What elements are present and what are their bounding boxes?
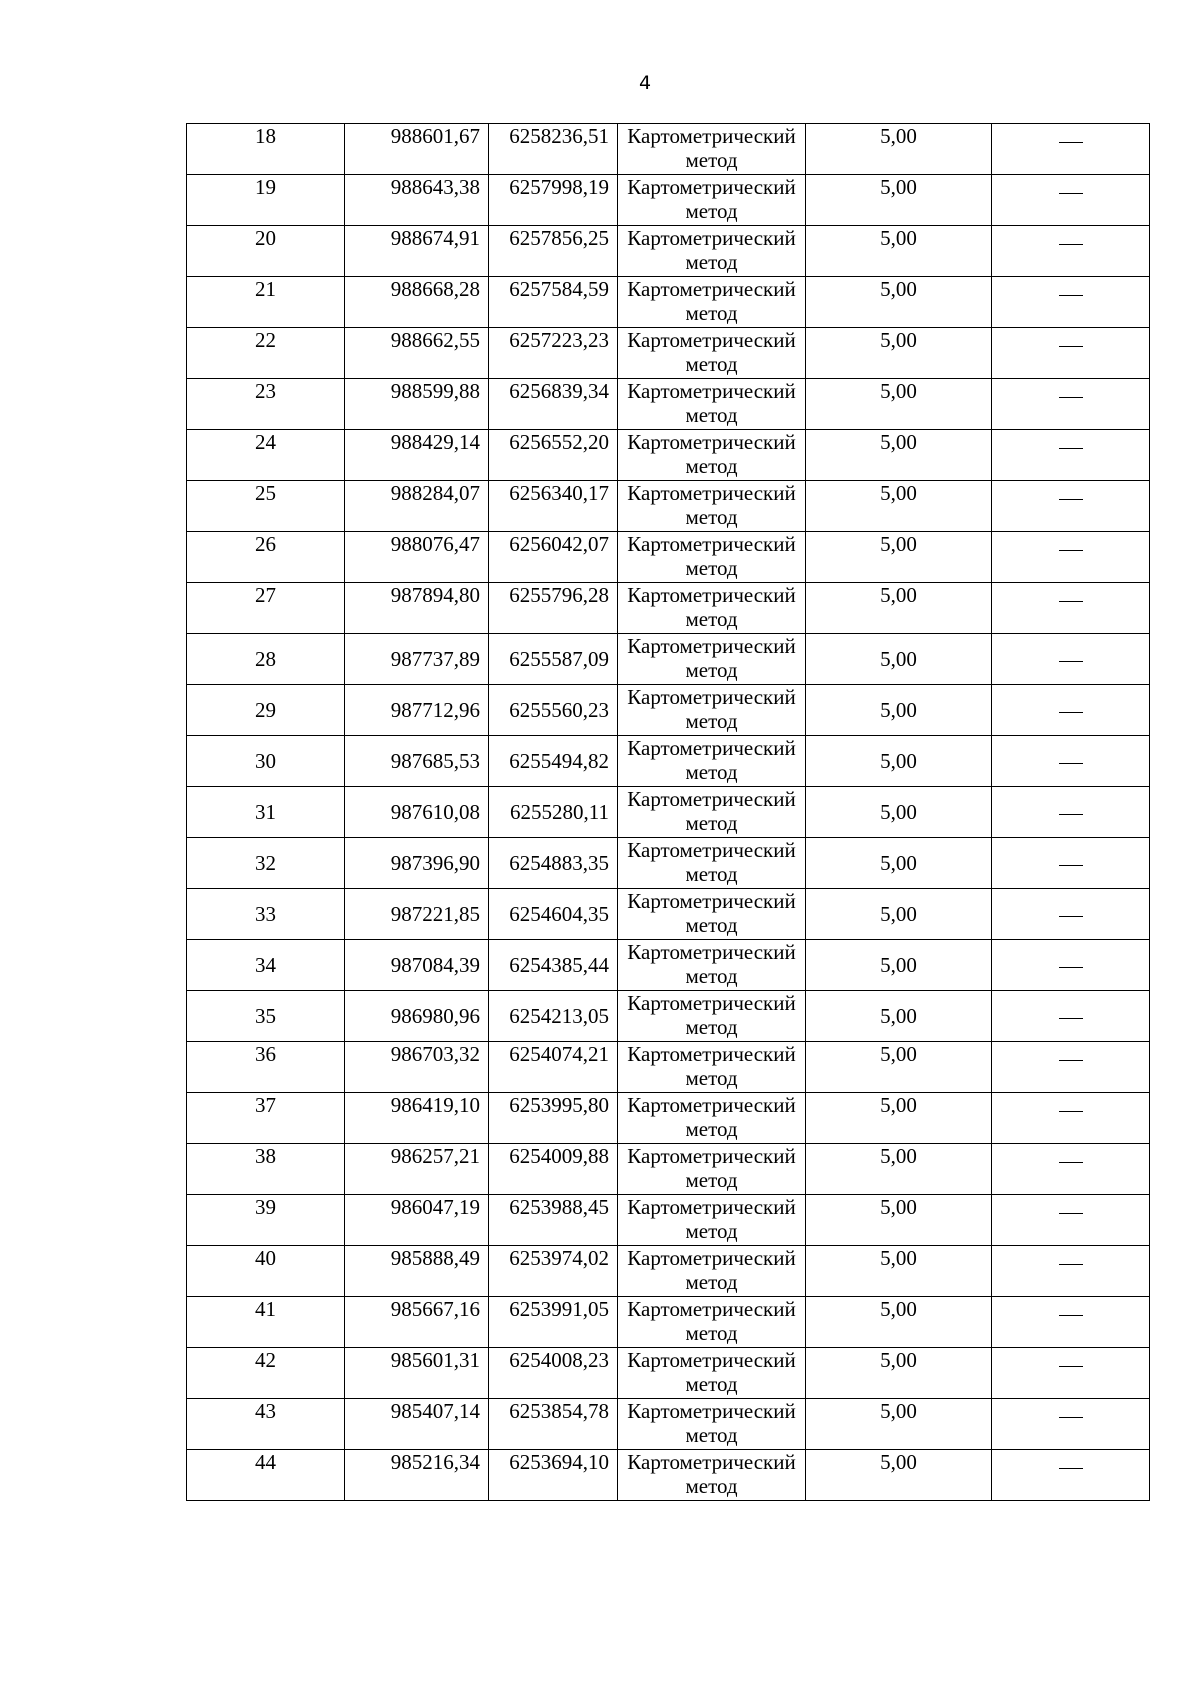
- point-number-cell: 30: [187, 736, 345, 787]
- point-number-cell: 29: [187, 685, 345, 736]
- precision-cell: 5,00: [806, 1093, 992, 1144]
- point-number-cell: 23: [187, 379, 345, 430]
- x-coordinate-cell: 987084,39: [345, 940, 489, 991]
- method-cell: [618, 430, 806, 481]
- method-line-2: метод: [685, 1219, 738, 1243]
- method-line-1: Картометрический: [627, 583, 796, 607]
- table-row: [187, 1246, 1150, 1297]
- precision-cell: 5,00: [806, 532, 992, 583]
- y-coordinate-cell: 6254074,21: [489, 1042, 618, 1093]
- precision-cell: 5,00: [806, 1246, 992, 1297]
- dash-mark: [1059, 1213, 1083, 1214]
- point-number-cell: 41: [187, 1297, 345, 1348]
- table-row: [187, 277, 1150, 328]
- method-line-2: метод: [685, 1474, 738, 1498]
- point-number-cell: 44: [187, 1450, 345, 1501]
- point-number-cell: 42: [187, 1348, 345, 1399]
- method-line-2: метод: [685, 760, 738, 784]
- description-cell: [992, 1246, 1150, 1297]
- method-line-1: Картометрический: [627, 1042, 796, 1066]
- precision-cell: 5,00: [806, 787, 992, 838]
- dash-mark: [1059, 916, 1083, 917]
- y-coordinate-cell: 6255494,82: [489, 736, 618, 787]
- point-number-cell: 39: [187, 1195, 345, 1246]
- point-number-cell: 33: [187, 889, 345, 940]
- method-line-1: Картометрический: [627, 175, 796, 199]
- y-coordinate-cell: 6256042,07: [489, 532, 618, 583]
- x-coordinate-cell: 987221,85: [345, 889, 489, 940]
- precision-cell: 5,00: [806, 430, 992, 481]
- precision-cell: 5,00: [806, 1399, 992, 1450]
- method-line-2: метод: [685, 913, 738, 937]
- dash-mark: [1059, 397, 1083, 398]
- y-coordinate-cell: 6254385,44: [489, 940, 618, 991]
- method-cell: [618, 1042, 806, 1093]
- y-coordinate-cell: 6254213,05: [489, 991, 618, 1042]
- x-coordinate-cell: 987737,89: [345, 634, 489, 685]
- y-coordinate-cell: 6256839,34: [489, 379, 618, 430]
- method-cell: [618, 787, 806, 838]
- method-cell: [618, 1246, 806, 1297]
- dash-mark: [1059, 1468, 1083, 1469]
- table-row: [187, 787, 1150, 838]
- y-coordinate-cell: 6253988,45: [489, 1195, 618, 1246]
- precision-cell: 5,00: [806, 328, 992, 379]
- table-row: [187, 1348, 1150, 1399]
- precision-cell: 5,00: [806, 1144, 992, 1195]
- x-coordinate-cell: 988284,07: [345, 481, 489, 532]
- x-coordinate-cell: 986419,10: [345, 1093, 489, 1144]
- method-line-2: метод: [685, 148, 738, 172]
- dash-mark: [1059, 763, 1083, 764]
- dash-mark: [1059, 499, 1083, 500]
- description-cell: [992, 532, 1150, 583]
- method-line-1: Картометрический: [627, 1348, 796, 1372]
- method-cell: [618, 736, 806, 787]
- method-cell: [618, 1399, 806, 1450]
- description-cell: [992, 889, 1150, 940]
- table-row: [187, 889, 1150, 940]
- method-line-2: метод: [685, 1270, 738, 1294]
- precision-cell: 5,00: [806, 481, 992, 532]
- method-cell: [618, 1297, 806, 1348]
- method-line-1: Картометрический: [627, 838, 796, 862]
- y-coordinate-cell: 6253995,80: [489, 1093, 618, 1144]
- y-coordinate-cell: 6257223,23: [489, 328, 618, 379]
- method-cell: [618, 1093, 806, 1144]
- x-coordinate-cell: 987894,80: [345, 583, 489, 634]
- description-cell: [992, 1144, 1150, 1195]
- method-line-2: метод: [685, 352, 738, 376]
- dash-mark: [1059, 712, 1083, 713]
- y-coordinate-cell: 6257584,59: [489, 277, 618, 328]
- dash-mark: [1059, 1111, 1083, 1112]
- x-coordinate-cell: 987610,08: [345, 787, 489, 838]
- table-row: [187, 1297, 1150, 1348]
- x-coordinate-cell: 985888,49: [345, 1246, 489, 1297]
- point-number-cell: 22: [187, 328, 345, 379]
- dash-mark: [1059, 346, 1083, 347]
- method-line-2: метод: [685, 250, 738, 274]
- method-line-2: метод: [685, 862, 738, 886]
- point-number-cell: 34: [187, 940, 345, 991]
- method-line-1: Картометрический: [627, 991, 796, 1015]
- description-cell: [992, 1297, 1150, 1348]
- point-number-cell: 32: [187, 838, 345, 889]
- dash-mark: [1059, 661, 1083, 662]
- method-cell: [618, 481, 806, 532]
- precision-cell: 5,00: [806, 634, 992, 685]
- x-coordinate-cell: 985601,31: [345, 1348, 489, 1399]
- method-line-2: метод: [685, 1423, 738, 1447]
- dash-mark: [1059, 1264, 1083, 1265]
- method-line-1: Картометрический: [627, 277, 796, 301]
- precision-cell: 5,00: [806, 277, 992, 328]
- point-number-cell: 38: [187, 1144, 345, 1195]
- method-line-2: метод: [685, 1321, 738, 1345]
- precision-cell: 5,00: [806, 991, 992, 1042]
- method-line-1: Картометрический: [627, 1399, 796, 1423]
- point-number-cell: 40: [187, 1246, 345, 1297]
- dash-mark: [1059, 1366, 1083, 1367]
- description-cell: [992, 1399, 1150, 1450]
- method-cell: [618, 991, 806, 1042]
- method-line-1: Картометрический: [627, 1195, 796, 1219]
- method-line-1: Картометрический: [627, 1450, 796, 1474]
- method-line-2: метод: [685, 556, 738, 580]
- precision-cell: 5,00: [806, 1348, 992, 1399]
- point-number-cell: 24: [187, 430, 345, 481]
- precision-cell: 5,00: [806, 940, 992, 991]
- y-coordinate-cell: 6256552,20: [489, 430, 618, 481]
- method-cell: [618, 175, 806, 226]
- dash-mark: [1059, 865, 1083, 866]
- table-row: [187, 991, 1150, 1042]
- description-cell: [992, 328, 1150, 379]
- method-line-2: метод: [685, 1066, 738, 1090]
- precision-cell: 5,00: [806, 1297, 992, 1348]
- x-coordinate-cell: 988668,28: [345, 277, 489, 328]
- precision-cell: 5,00: [806, 838, 992, 889]
- y-coordinate-cell: 6253854,78: [489, 1399, 618, 1450]
- x-coordinate-cell: 986047,19: [345, 1195, 489, 1246]
- method-cell: [618, 940, 806, 991]
- y-coordinate-cell: 6253991,05: [489, 1297, 618, 1348]
- method-line-1: Картометрический: [627, 532, 796, 556]
- table-row: [187, 481, 1150, 532]
- precision-cell: 5,00: [806, 175, 992, 226]
- point-number-cell: 25: [187, 481, 345, 532]
- description-cell: [992, 124, 1150, 175]
- dash-mark: [1059, 1315, 1083, 1316]
- point-number-cell: 27: [187, 583, 345, 634]
- x-coordinate-cell: 988662,55: [345, 328, 489, 379]
- description-cell: [992, 991, 1150, 1042]
- x-coordinate-cell: 987712,96: [345, 685, 489, 736]
- x-coordinate-cell: 986257,21: [345, 1144, 489, 1195]
- method-line-2: метод: [685, 1372, 738, 1396]
- method-line-1: Картометрический: [627, 1246, 796, 1270]
- method-line-2: метод: [685, 1015, 738, 1039]
- method-line-2: метод: [685, 1168, 738, 1192]
- dash-mark: [1059, 448, 1083, 449]
- table-row: [187, 532, 1150, 583]
- precision-cell: 5,00: [806, 889, 992, 940]
- method-line-2: метод: [685, 658, 738, 682]
- coordinates-table-body: [187, 124, 1150, 1501]
- y-coordinate-cell: 6254604,35: [489, 889, 618, 940]
- method-line-1: Картометрический: [627, 328, 796, 352]
- precision-cell: 5,00: [806, 124, 992, 175]
- description-cell: [992, 277, 1150, 328]
- description-cell: [992, 1042, 1150, 1093]
- precision-cell: 5,00: [806, 1450, 992, 1501]
- description-cell: [992, 583, 1150, 634]
- method-cell: [618, 328, 806, 379]
- method-cell: [618, 1450, 806, 1501]
- description-cell: [992, 1093, 1150, 1144]
- point-number-cell: 31: [187, 787, 345, 838]
- method-line-2: метод: [685, 403, 738, 427]
- table-row: [187, 1042, 1150, 1093]
- description-cell: [992, 838, 1150, 889]
- y-coordinate-cell: 6255587,09: [489, 634, 618, 685]
- description-cell: [992, 634, 1150, 685]
- precision-cell: 5,00: [806, 583, 992, 634]
- x-coordinate-cell: 985407,14: [345, 1399, 489, 1450]
- method-line-2: метод: [685, 964, 738, 988]
- method-cell: [618, 532, 806, 583]
- point-number-cell: 19: [187, 175, 345, 226]
- page-number: 4: [638, 72, 652, 94]
- y-coordinate-cell: 6255280,11: [489, 787, 618, 838]
- method-cell: [618, 838, 806, 889]
- description-cell: [992, 481, 1150, 532]
- point-number-cell: 35: [187, 991, 345, 1042]
- x-coordinate-cell: 985667,16: [345, 1297, 489, 1348]
- y-coordinate-cell: 6254008,23: [489, 1348, 618, 1399]
- dash-mark: [1059, 1060, 1083, 1061]
- y-coordinate-cell: 6254009,88: [489, 1144, 618, 1195]
- method-cell: [618, 685, 806, 736]
- method-cell: [618, 1195, 806, 1246]
- description-cell: [992, 736, 1150, 787]
- y-coordinate-cell: 6254883,35: [489, 838, 618, 889]
- table-row: [187, 685, 1150, 736]
- x-coordinate-cell: 986703,32: [345, 1042, 489, 1093]
- description-cell: [992, 1195, 1150, 1246]
- method-line-1: Картометрический: [627, 1297, 796, 1321]
- point-number-cell: 21: [187, 277, 345, 328]
- method-line-1: Картометрический: [627, 124, 796, 148]
- table-row: [187, 379, 1150, 430]
- dash-mark: [1059, 967, 1083, 968]
- table-row: [187, 124, 1150, 175]
- dash-mark: [1059, 295, 1083, 296]
- point-number-cell: 36: [187, 1042, 345, 1093]
- description-cell: [992, 787, 1150, 838]
- dash-mark: [1059, 1162, 1083, 1163]
- method-line-2: метод: [685, 199, 738, 223]
- table-row: [187, 583, 1150, 634]
- method-line-2: метод: [685, 811, 738, 835]
- method-cell: [618, 889, 806, 940]
- table-row: [187, 1144, 1150, 1195]
- precision-cell: 5,00: [806, 1195, 992, 1246]
- table-row: [187, 1399, 1150, 1450]
- description-cell: [992, 685, 1150, 736]
- method-cell: [618, 583, 806, 634]
- precision-cell: 5,00: [806, 379, 992, 430]
- method-line-2: метод: [685, 301, 738, 325]
- table-row: [187, 328, 1150, 379]
- method-cell: [618, 124, 806, 175]
- x-coordinate-cell: 988643,38: [345, 175, 489, 226]
- dash-mark: [1059, 550, 1083, 551]
- y-coordinate-cell: 6255796,28: [489, 583, 618, 634]
- precision-cell: 5,00: [806, 736, 992, 787]
- method-line-2: метод: [685, 505, 738, 529]
- y-coordinate-cell: 6253694,10: [489, 1450, 618, 1501]
- table-row: [187, 175, 1150, 226]
- point-number-cell: 28: [187, 634, 345, 685]
- x-coordinate-cell: 986980,96: [345, 991, 489, 1042]
- precision-cell: 5,00: [806, 226, 992, 277]
- method-line-1: Картометрический: [627, 1093, 796, 1117]
- point-number-cell: 18: [187, 124, 345, 175]
- method-line-1: Картометрический: [627, 634, 796, 658]
- table-row: [187, 1195, 1150, 1246]
- dash-mark: [1059, 1018, 1083, 1019]
- description-cell: [992, 226, 1150, 277]
- x-coordinate-cell: 988601,67: [345, 124, 489, 175]
- y-coordinate-cell: 6255560,23: [489, 685, 618, 736]
- dash-mark: [1059, 814, 1083, 815]
- description-cell: [992, 1450, 1150, 1501]
- method-line-2: метод: [685, 709, 738, 733]
- y-coordinate-cell: 6258236,51: [489, 124, 618, 175]
- dash-mark: [1059, 193, 1083, 194]
- x-coordinate-cell: 987396,90: [345, 838, 489, 889]
- method-line-1: Картометрический: [627, 685, 796, 709]
- method-line-1: Картометрический: [627, 430, 796, 454]
- x-coordinate-cell: 987685,53: [345, 736, 489, 787]
- method-line-1: Картометрический: [627, 736, 796, 760]
- method-line-1: Картометрический: [627, 481, 796, 505]
- x-coordinate-cell: 988599,88: [345, 379, 489, 430]
- x-coordinate-cell: 988674,91: [345, 226, 489, 277]
- description-cell: [992, 1348, 1150, 1399]
- y-coordinate-cell: 6256340,17: [489, 481, 618, 532]
- y-coordinate-cell: 6257856,25: [489, 226, 618, 277]
- description-cell: [992, 175, 1150, 226]
- x-coordinate-cell: 988429,14: [345, 430, 489, 481]
- method-line-1: Картометрический: [627, 226, 796, 250]
- table-row: [187, 1450, 1150, 1501]
- y-coordinate-cell: 6253974,02: [489, 1246, 618, 1297]
- method-line-2: метод: [685, 1117, 738, 1141]
- precision-cell: 5,00: [806, 1042, 992, 1093]
- description-cell: [992, 379, 1150, 430]
- x-coordinate-cell: 985216,34: [345, 1450, 489, 1501]
- method-line-2: метод: [685, 607, 738, 631]
- method-cell: [618, 226, 806, 277]
- y-coordinate-cell: 6257998,19: [489, 175, 618, 226]
- method-cell: [618, 1144, 806, 1195]
- precision-cell: 5,00: [806, 685, 992, 736]
- method-line-1: Картометрический: [627, 379, 796, 403]
- method-line-1: Картометрический: [627, 940, 796, 964]
- method-cell: [618, 379, 806, 430]
- table-row: [187, 940, 1150, 991]
- table-row: [187, 1093, 1150, 1144]
- point-number-cell: 43: [187, 1399, 345, 1450]
- method-line-1: Картометрический: [627, 787, 796, 811]
- point-number-cell: 20: [187, 226, 345, 277]
- point-number-cell: 37: [187, 1093, 345, 1144]
- point-number-cell: 26: [187, 532, 345, 583]
- table-row: [187, 634, 1150, 685]
- dash-mark: [1059, 244, 1083, 245]
- dash-mark: [1059, 1417, 1083, 1418]
- table-row: [187, 838, 1150, 889]
- coordinates-table: [186, 123, 1150, 1501]
- dash-mark: [1059, 601, 1083, 602]
- description-cell: [992, 430, 1150, 481]
- method-cell: [618, 277, 806, 328]
- dash-mark: [1059, 142, 1083, 143]
- table-row: [187, 736, 1150, 787]
- description-cell: [992, 940, 1150, 991]
- method-line-1: Картометрический: [627, 1144, 796, 1168]
- method-line-1: Картометрический: [627, 889, 796, 913]
- x-coordinate-cell: 988076,47: [345, 532, 489, 583]
- method-cell: [618, 1348, 806, 1399]
- method-line-2: метод: [685, 454, 738, 478]
- method-cell: [618, 634, 806, 685]
- table-row: [187, 226, 1150, 277]
- table-row: [187, 430, 1150, 481]
